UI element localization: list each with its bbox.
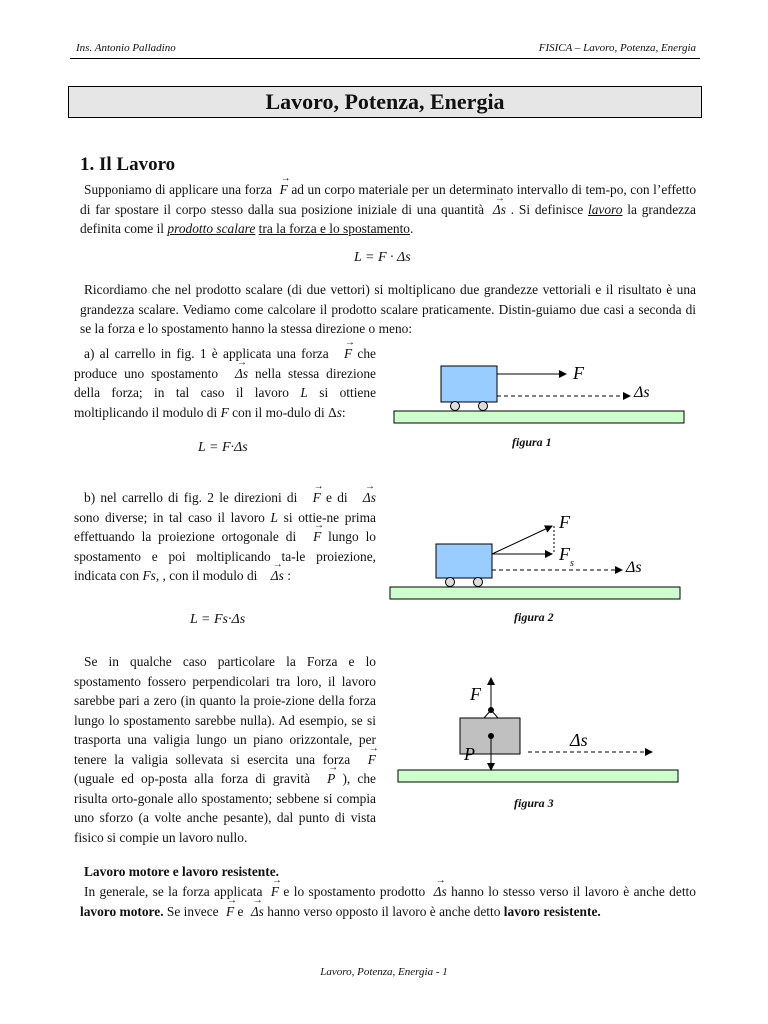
figure-2-caption: figura 2 <box>514 610 554 624</box>
figure-3 <box>392 666 692 790</box>
fig1-ground <box>394 411 684 423</box>
formula-case-b: L = Fs·Δs <box>190 612 246 627</box>
fig2-force-arrow <box>492 526 552 554</box>
fig3-handle-dot <box>488 707 494 713</box>
motore-paragraph: In generale, se la forza applicata → F e lo spostamento prodotto → Δs hanno lo stesso verso il lavoro è anche detto lavoro motore. Se invece → F e → Δs hanno verso opposto il lavoro è anche detto lavoro resistente. <box>80 882 696 921</box>
case-a-paragraph: a) al carrello in fig. 1 è applicata una forza → F che produce uno spostamento → Δs nella stessa direzione della forza; in tal caso il lavoro L si ottiene moltiplicando il modulo di F con il mo-dulo di Δs: <box>74 344 376 422</box>
section-heading: 1. Il Lavoro <box>80 154 176 175</box>
fig3-label-F: F <box>470 684 481 704</box>
formula-case-a: L = F·Δs <box>198 440 248 455</box>
fig2-cart <box>436 544 492 578</box>
fig3-label-ds: Δs <box>570 730 588 750</box>
fig2-label-F: F <box>559 512 570 532</box>
fig1-wheel-left <box>451 402 460 411</box>
recall-paragraph: Ricordiamo che nel prodotto scalare (di due vettori) si moltiplicano due grandezze vettoriali e il risultato è una grandezza scalare. Vediamo come calcolare il prodotto scalare praticamente. Distin-guiamo due casi a seconda di se la forza e lo spostamento hanno la stessa direzione o meno: <box>80 282 696 336</box>
formula-main: L = F · Δs <box>354 250 411 265</box>
header-author: Ins. Antonio Palladino <box>76 42 176 54</box>
fig3-center-dot <box>488 733 494 739</box>
intro-paragraph: Supponiamo di applicare una forza → F ad un corpo materiale per un determinato intervallo di tem-po, con l’effetto di far spostare il corpo stesso dalla sua posizione iniziale di una quantità → Δs . Si definisce lavoro la grandezza definita come il prodotto scalare tra la forza e lo spostamento. <box>80 180 696 239</box>
fig1-label-F: F <box>573 363 584 383</box>
fig2-wheel-left <box>446 578 455 587</box>
figure-2 <box>384 502 694 602</box>
fig2-label-ds: Δs <box>626 559 642 576</box>
fig1-cart <box>441 366 497 402</box>
page-footer: Lavoro, Potenza, Energia - 1 <box>320 966 448 978</box>
fig1-label-ds: Δs <box>634 384 650 401</box>
fig2-label-Fs: F <box>559 544 570 564</box>
header-rule <box>70 58 700 59</box>
fig1-wheel-right <box>479 402 488 411</box>
page-title: Lavoro, Potenza, Energia <box>68 86 702 118</box>
fig3-label-P: P <box>464 744 475 764</box>
header-subject: FISICA – Lavoro, Potenza, Energia <box>538 42 696 54</box>
figure-3-caption: figura 3 <box>514 796 554 810</box>
fig2-ground <box>390 587 680 599</box>
motore-heading: Lavoro motore e lavoro resistente. <box>84 864 279 879</box>
fig2-wheel-right <box>474 578 483 587</box>
figure-1 <box>386 352 696 432</box>
case-c-paragraph: Se in qualche caso particolare la Forza e lo spostamento fossero perpendicolari tra loro, il lavoro sarebbe pari a zero (in quanto la proie-zione della forza lungo lo spostamento sarebbe nulla). Ad esempio, se si trasporta una valigia lungo un piano orizzontale, per tenere la valigia sollevata si esercita una forza → F (uguale ed op-posta alla forza di gravità → P ), che risulta orto-gonale allo spostamento; sebbene si compia uno sforzo (a volte anche pesante), dal punto di vista fisico si compie un lavoro nullo. <box>74 652 376 847</box>
figure-1-caption: figura 1 <box>512 435 552 449</box>
case-b-paragraph: b) nel carrello di fig. 2 le direzioni di → F e di → Δs sono diverse; in tal caso il lavoro L si ottie-ne prima effettuando la proiezione ortogonale di → F lungo lo spostamento e poi moltiplicando ta-le proiezione, indicata con Fs, , con il modulo di → Δs : <box>74 488 376 586</box>
fig3-ground <box>398 770 678 782</box>
fig2-label-Fs-sub: s <box>570 558 574 569</box>
